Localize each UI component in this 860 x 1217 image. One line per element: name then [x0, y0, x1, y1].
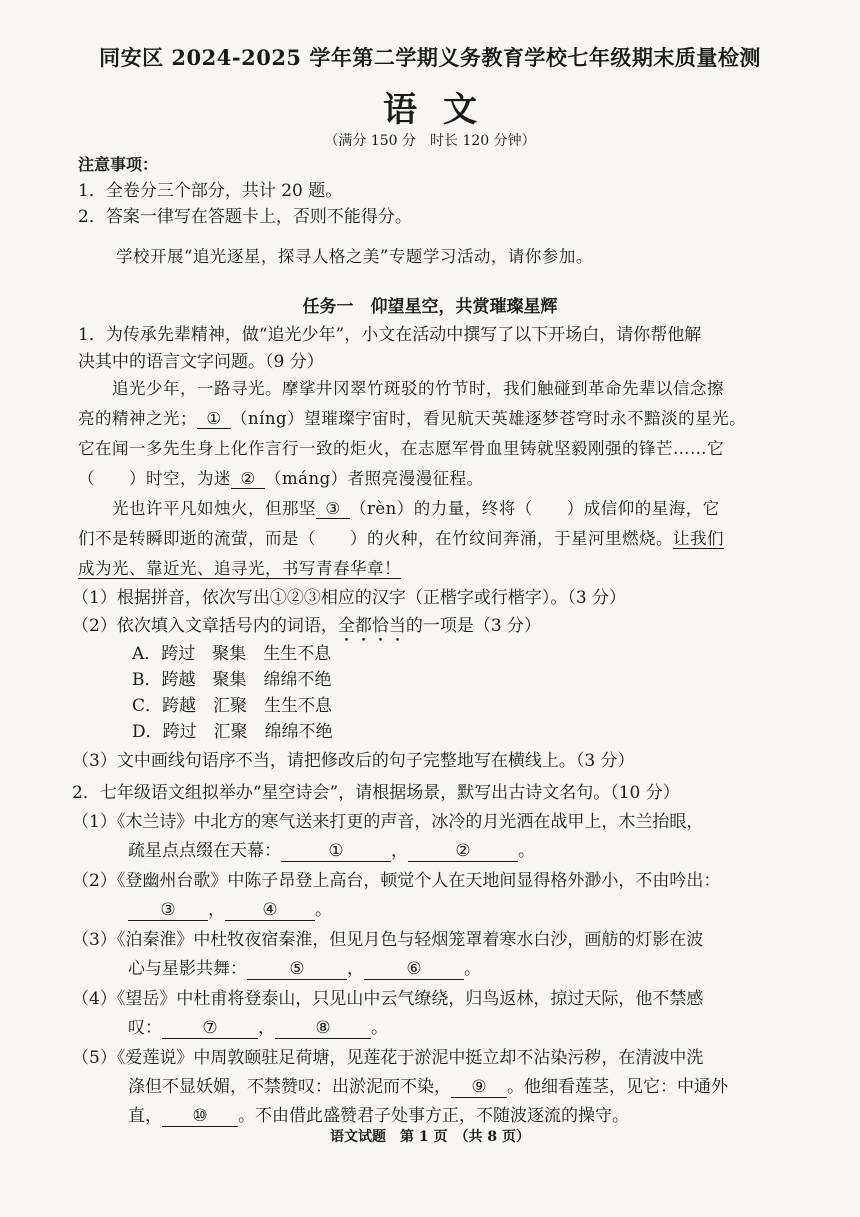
passage-p1-line3: 它在闻一多先生身上化作言行一致的炬火，在志愿军骨血里铸就坚毅刚强的锋芒……它 — [78, 439, 724, 458]
q1-stem-line1: 1．为传承先辈精神，做“追光少年”，小文在活动中撰写了以下开场白，请你帮他解 — [78, 325, 702, 345]
q2-s3-line1: （3）《泊秦淮》中杜牧夜宿秦淮，但见月色与轻烟笼罩着寒水白沙，画舫的灯影在波 — [72, 930, 704, 950]
q1-sub2: （2）依次填入文章括号内的词语，全都恰当的一项是（3 分） — [72, 616, 542, 636]
subject-title: 语文 — [383, 90, 503, 130]
blank-2: ② — [231, 469, 265, 489]
q2-s2-line1: （2）《登幽州台歌》中陈子昂登上高台，顿觉个人在天地间显得格外渺小，不由吟出： — [72, 871, 721, 891]
blank-poem-7: ⑦ — [162, 1018, 258, 1039]
page-footer: 语文试题 第 1 页 （共 8 页） — [330, 1129, 530, 1145]
passage-p2-line2: 们不是转瞬即逝的流萤，而是（ ）的火种，在竹纹间奔涌，于星河里燃烧。让我们 — [78, 529, 724, 548]
blank-poem-10: ⑩ — [162, 1106, 238, 1127]
q1-sub1: （1）根据拼音，依次写出①②③相应的汉字（正楷字或行楷字）。（3 分） — [72, 588, 627, 608]
passage-p1-line1: 追光少年，一路寻光。摩挲井冈翠竹斑驳的竹节时，我们触碰到革命先辈以信念擦 — [112, 379, 724, 398]
option-c: C．跨越 汇聚 生生不息 — [132, 696, 333, 716]
notice-item-1: 1．全卷分三个部分，共计 20 题。 — [78, 181, 343, 201]
blank-poem-2: ② — [408, 841, 518, 862]
q2-s1-line2: 疏星点点缀在天幕： ① ， ② 。 — [128, 841, 535, 861]
notice-item-2: 2．答案一律写在答题卡上，否则不能得分。 — [78, 207, 412, 227]
option-a: A．跨过 聚集 生生不息 — [132, 644, 332, 664]
passage-p1-line2: 亮的精神之光； ① （níng）望璀璨宇宙时，看见航天英雄逐梦苍穹时永不黯淡的星光。 — [78, 409, 747, 428]
exam-title: 同安区 2024-2025 学年第二学期义务教育学校七年级期末质量检测 — [99, 45, 761, 70]
q2-s4-line1: （4）《望岳》中杜甫将登泰山，只见山中云气缭绕，归鸟返林，掠过天际，他不禁感 — [72, 989, 704, 1009]
q2-s5-line1: （5）《爱莲说》中周敦颐驻足荷塘，见莲花于淤泥中挺立却不沾染污秽，在清波中洗 — [72, 1048, 704, 1068]
blank-poem-9: ⑨ — [451, 1077, 507, 1098]
blank-poem-8: ⑧ — [275, 1018, 371, 1039]
blank-poem-3: ③ — [128, 900, 208, 921]
activity-intro: 学校开展“追光逐星，探寻人格之美”专题学习活动，请你参加。 — [116, 247, 593, 266]
option-d: D．跨过 汇聚 绵绵不绝 — [132, 722, 333, 742]
q1-stem-line2: 决其中的语言文字问题。（9 分） — [78, 352, 324, 372]
option-b: B．跨越 聚集 绵绵不绝 — [132, 670, 332, 690]
passage-p2-line1: 光也许平凡如烛火，但那坚 ③ （rèn）的力量，终将（ ）成信仰的星海，它 — [112, 499, 720, 518]
underlined-sentence-part1: 让我们 — [673, 529, 724, 548]
q2-s3-line2: 心与星影共舞： ⑤ ， ⑥ 。 — [128, 959, 481, 979]
task1-title: 任务一 仰望星空，共赏璀璨星辉 — [302, 297, 558, 317]
blank-poem-5: ⑤ — [247, 959, 347, 980]
underlined-sentence-part2: 成为光、靠近光、追寻光，书写青春华章！ — [78, 559, 401, 578]
q2-s5-line2: 涤但不显妖媚，不禁赞叹：出淤泥而不染， ⑨ 。他细看莲茎，见它：中通外 — [128, 1077, 728, 1097]
notice-heading: 注意事项： — [78, 155, 159, 174]
blank-3: ③ — [316, 499, 350, 519]
score-time-info: （满分 150 分 时长 120 分钟） — [324, 133, 536, 149]
blank-1: ① — [197, 409, 231, 429]
emphasis-dots: 全都恰当 — [337, 616, 406, 636]
q2-s4-line2: 叹： ⑦ ， ⑧ 。 — [128, 1018, 388, 1038]
q2-s5-line3: 直， ⑩ 。不由借此盛赞君子处事方正，不随波逐流的操守。 — [128, 1106, 629, 1126]
passage-p1-line4: （ ）时空，为迷 ② （máng）者照亮漫漫征程。 — [78, 469, 484, 488]
q2-s1-line1: （1）《木兰诗》中北方的寒气送来打更的声音，冰冷的月光洒在战甲上，木兰抬眼， — [72, 812, 704, 832]
blank-poem-6: ⑥ — [364, 959, 464, 980]
blank-poem-4: ④ — [225, 900, 315, 921]
q2-s2-line2: ③ ， ④ 。 — [128, 895, 332, 921]
blank-poem-1: ① — [281, 841, 391, 862]
q1-sub3: （3）文中画线句语序不当，请把修改后的句子完整地写在横线上。（3 分） — [72, 751, 635, 771]
q2-stem: 2．七年级语文组拟举办“星空诗会”，请根据场景，默写出古诗文名句。（10 分） — [72, 783, 680, 803]
